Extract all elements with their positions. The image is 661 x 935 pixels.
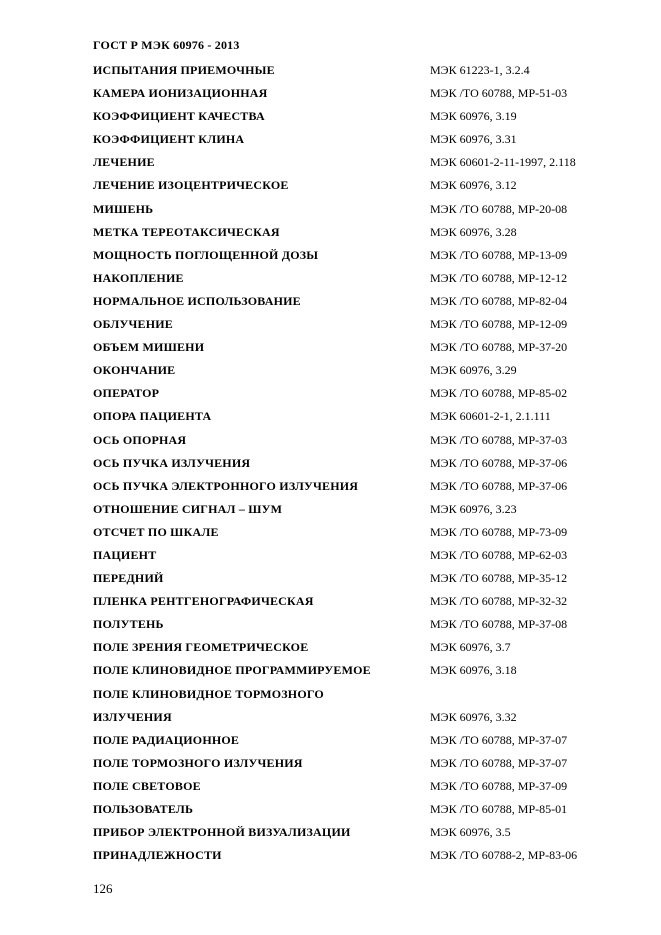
index-entry xyxy=(0,245,661,268)
index-entry xyxy=(0,545,661,568)
entry-reference: МЭК 60976, 3.29 xyxy=(430,363,517,378)
entry-reference: МЭК /ТО 60788, МР-32-32 xyxy=(430,594,568,609)
index-entry xyxy=(0,591,661,614)
entry-term: ПОЛЕ КЛИНОВИДНОЕ ТОРМОЗНОГО xyxy=(93,686,324,701)
index-entry xyxy=(0,522,661,545)
index-entry xyxy=(0,360,661,383)
entry-reference: МЭК /ТО 60788, МР-35-12 xyxy=(430,571,568,586)
index-entry xyxy=(0,453,661,476)
entry-reference: МЭК /ТО 60788, МР-82-04 xyxy=(430,293,568,308)
entry-reference: МЭК 60976, 3.12 xyxy=(430,178,517,193)
entry-term: МОЩНОСТЬ ПОГЛОЩЕННОЙ ДОЗЫ xyxy=(93,247,319,262)
entry-term: НОРМАЛЬНОЕ ИСПОЛЬЗОВАНИЕ xyxy=(93,293,301,308)
index-entry xyxy=(0,83,661,106)
index-entry xyxy=(0,637,661,660)
document-header: ГОСТ Р МЭК 60976 - 2013 xyxy=(93,38,240,52)
index-entry xyxy=(0,175,661,198)
entry-reference: МЭК 60976, 3.31 xyxy=(430,132,517,147)
entry-reference: МЭК /ТО 60788, МР-37-20 xyxy=(430,340,568,355)
entry-term: КОЭФФИЦИЕНТ КАЧЕСТВА xyxy=(93,109,265,124)
entry-reference: МЭК 60976, 3.28 xyxy=(430,224,517,239)
entry-term: ИСПЫТАНИЯ ПРИЕМОЧНЫЕ xyxy=(93,63,275,77)
entry-term: ОТНОШЕНИЕ СИГНАЛ – ШУМ xyxy=(93,501,283,516)
entry-reference: МЭК 60976, 3.19 xyxy=(430,109,517,124)
entry-reference: МЭК 60976, 3.32 xyxy=(430,709,517,724)
entry-term: ОСЬ ОПОРНАЯ xyxy=(93,432,187,447)
entry-reference: МЭК 60976, 3.23 xyxy=(430,501,517,516)
entry-reference: МЭК /ТО 60788, МР-37-07 xyxy=(430,732,568,747)
index-entry xyxy=(0,430,661,453)
entry-term: ПОЛЕ РАДИАЦИОННОЕ xyxy=(93,732,240,747)
index-entry xyxy=(0,499,661,522)
entry-reference: МЭК /ТО 60788, МР-20-08 xyxy=(430,201,568,216)
entry-term: ОТСЧЕТ ПО ШКАЛЕ xyxy=(93,524,219,539)
index-entry xyxy=(0,291,661,314)
entry-term: ЛЕЧЕНИЕ ИЗОЦЕНТРИЧЕСКОЕ xyxy=(93,178,289,193)
index-entry xyxy=(0,106,661,129)
index-entry xyxy=(0,314,661,337)
entry-reference: МЭК /ТО 60788, МР-37-09 xyxy=(430,778,568,793)
entry-reference: МЭК 61223-1, 3.2.4 xyxy=(430,63,530,77)
entry-reference: МЭК 60976, 3.18 xyxy=(430,663,517,678)
index-entry xyxy=(0,383,661,406)
index-entry xyxy=(0,753,661,776)
index-entry xyxy=(0,60,661,83)
entry-term: НАКОПЛЕНИЕ xyxy=(93,270,184,285)
entry-reference: МЭК /ТО 60788, МР-73-09 xyxy=(430,524,568,539)
entry-reference: МЭК /ТО 60788, МР-85-02 xyxy=(430,386,568,401)
entry-reference: МЭК /ТО 60788, МР-37-07 xyxy=(430,755,568,770)
index-entry xyxy=(0,799,661,822)
entry-term: ПРИНАДЛЕЖНОСТИ xyxy=(93,848,222,863)
term-index-list xyxy=(0,60,661,868)
entry-term: ПЛЕНКА РЕНТГЕНОГРАФИЧЕСКАЯ xyxy=(93,594,314,609)
entry-reference: МЭК /ТО 60788, МР-37-03 xyxy=(430,432,568,447)
entry-term: ПОЛЕ ТОРМОЗНОГО ИЗЛУЧЕНИЯ xyxy=(93,755,303,770)
page-number: 126 xyxy=(93,881,113,896)
index-entry xyxy=(0,776,661,799)
entry-term: ПРИБОР ЭЛЕКТРОННОЙ ВИЗУАЛИЗАЦИИ xyxy=(93,825,351,840)
entry-reference: МЭК 60601-2-11-1997, 2.118 xyxy=(430,155,576,170)
index-entry xyxy=(0,660,661,683)
index-entry xyxy=(0,222,661,245)
index-entry xyxy=(0,476,661,499)
index-entry xyxy=(0,268,661,291)
entry-reference: МЭК 60976, 3.7 xyxy=(430,640,511,655)
entry-reference: МЭК /ТО 60788, МР-37-08 xyxy=(430,617,568,632)
entry-reference: МЭК 60601-2-1, 2.1.111 xyxy=(430,409,551,424)
entry-reference: МЭК /ТО 60788, МР-13-09 xyxy=(430,247,568,262)
entry-term: КОЭФФИЦИЕНТ КЛИНА xyxy=(93,132,245,147)
index-entry xyxy=(0,684,661,707)
entry-term: ПОЛЕ КЛИНОВИДНОЕ ПРОГРАММИРУЕМОЕ xyxy=(93,663,371,678)
entry-term: ЛЕЧЕНИЕ xyxy=(93,155,155,170)
entry-term: МЕТКА ТЕРЕОТАКСИЧЕСКАЯ xyxy=(93,224,280,239)
index-entry xyxy=(0,730,661,753)
entry-term: ОКОНЧАНИЕ xyxy=(93,363,176,378)
entry-reference: МЭК 60976, 3.5 xyxy=(430,825,511,840)
index-entry xyxy=(0,199,661,222)
index-entry xyxy=(0,845,661,868)
entry-reference: МЭК /ТО 60788, МР-37-06 xyxy=(430,455,568,470)
entry-term: ОСЬ ПУЧКА ЭЛЕКТРОННОГО ИЗЛУЧЕНИЯ xyxy=(93,478,359,493)
entry-term: ОСЬ ПУЧКА ИЗЛУЧЕНИЯ xyxy=(93,455,251,470)
entry-reference: МЭК /ТО 60788, МР-37-06 xyxy=(430,478,568,493)
entry-term: ОБЪЕМ МИШЕНИ xyxy=(93,340,205,355)
entry-term: ПЕРЕДНИЙ xyxy=(93,571,164,586)
entry-reference: МЭК /ТО 60788, МР-12-12 xyxy=(430,270,568,285)
entry-term: ПАЦИЕНТ xyxy=(93,547,157,562)
entry-reference: МЭК /ТО 60788-2, МР-83-06 xyxy=(430,848,578,863)
entry-reference: МЭК /ТО 60788, МР-12-09 xyxy=(430,317,568,332)
index-entry xyxy=(0,707,661,730)
index-entry xyxy=(0,406,661,429)
index-entry xyxy=(0,129,661,152)
entry-term: ОПОРА ПАЦИЕНТА xyxy=(93,409,212,424)
entry-term: ПОЛЬЗОВАТЕЛЬ xyxy=(93,802,194,816)
entry-term: ПОЛЕ СВЕТОВОЕ xyxy=(93,778,201,793)
entry-term: ОБЛУЧЕНИЕ xyxy=(93,317,173,332)
entry-term: КАМЕРА ИОНИЗАЦИОННАЯ xyxy=(93,86,268,101)
index-entry xyxy=(0,822,661,845)
entry-term: ПОЛУТЕНЬ xyxy=(93,617,164,632)
entry-term: ПОЛЕ ЗРЕНИЯ ГЕОМЕТРИЧЕСКОЕ xyxy=(93,640,309,655)
entry-term: ИЗЛУЧЕНИЯ xyxy=(93,709,172,724)
entry-reference: МЭК /ТО 60788, МР-85-01 xyxy=(430,802,568,816)
index-entry xyxy=(0,568,661,591)
entry-term: ОПЕРАТОР xyxy=(93,386,160,401)
entry-reference: МЭК /ТО 60788, МР-62-03 xyxy=(430,547,568,562)
index-entry xyxy=(0,152,661,175)
index-entry xyxy=(0,614,661,637)
index-entry xyxy=(0,337,661,360)
entry-reference: МЭК /ТО 60788, МР-51-03 xyxy=(430,86,568,101)
entry-term: МИШЕНЬ xyxy=(93,201,154,216)
